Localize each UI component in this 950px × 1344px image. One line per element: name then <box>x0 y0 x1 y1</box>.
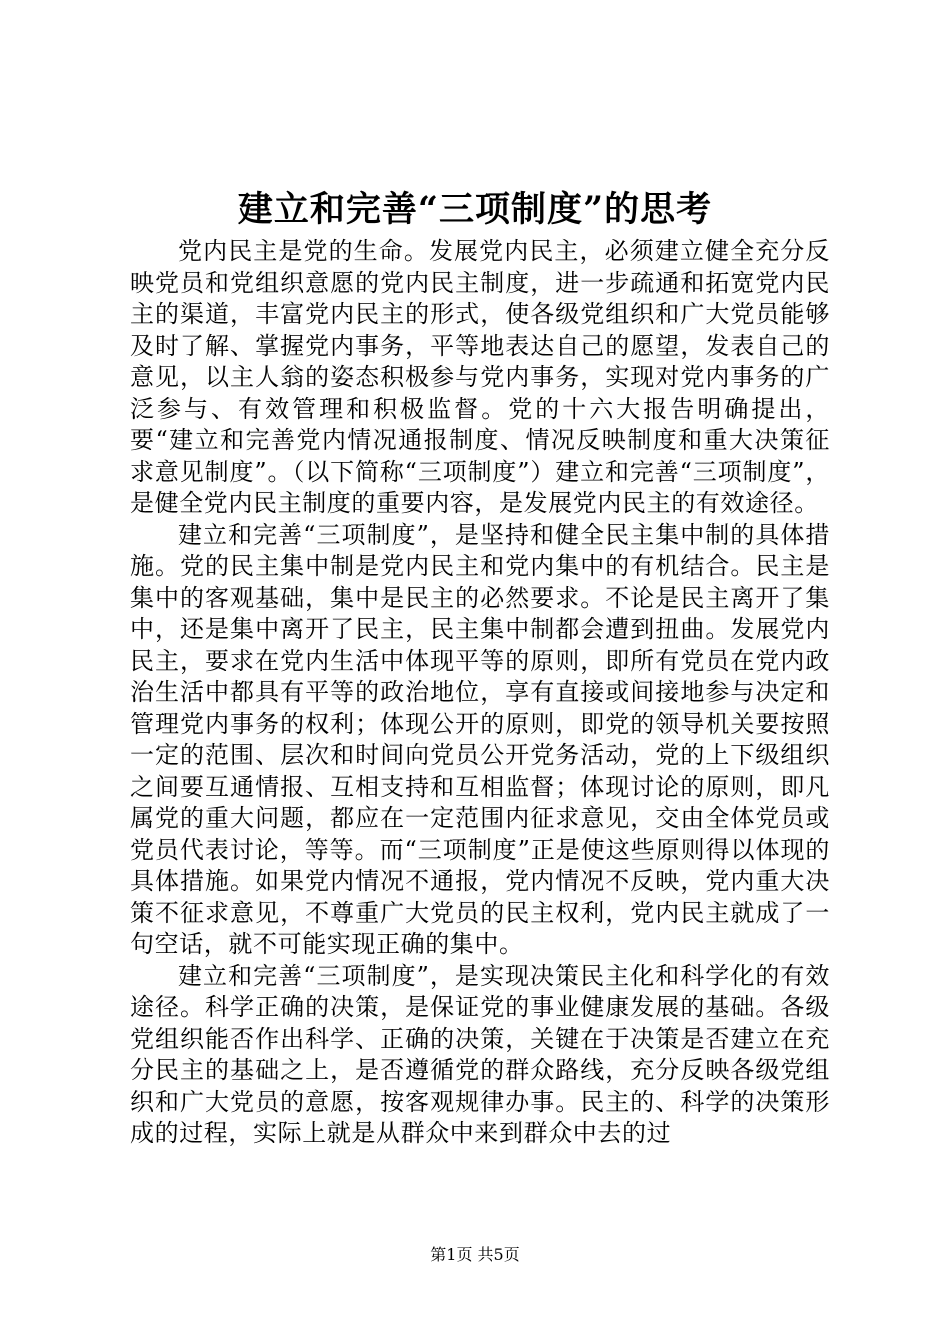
page-title: 建立和完善“三项制度”的思考 <box>237 189 713 230</box>
paragraph-2: 建立和完善“三项制度”，是坚持和健全民主集中制的具体措施。党的民主集中制是党内民主和党内集中的有机结合。民主是集中的客观基础，集中是民主的必然要求。不论是民主离开了集中，还是集中离开了民主，民主集中制都会遭到扭曲。发展党内民主，要求在党内生活中体现平等的原则，即所有党员在党内政治生活中都具有平等的政治地位，享有直接或间接地参与决定和管理党内事务的权利；体现公开的原则，即党的领导机关要按照一定的范围、层次和时间向党员公开党务活动，党的上下级组织之间要互通情报、互相支持和互相监督；体现讨论的原则，即凡属党的重大问题，都应在一定范围内征求意见，交由全体党员或党员代表讨论，等等。而“三项制度”正是使这些原则得以体现的具体措施。如果党内情况不通报，党内情况不反映，党内重大决策不征求意见，不尊重广大党员的民主权利，党内民主就成了一句空话，就不可能实现正确的集中。 <box>130 520 830 958</box>
page-footer: 第1页 共5页 <box>430 1245 520 1264</box>
paragraph-1: 党内民主是党的生命。发展党内民主，必须建立健全充分反映党员和党组织意愿的党内民主制度，进一步疏通和拓宽党内民主的渠道，丰富党内民主的形式，使各级党组织和广大党员能够及时了解、掌握党内事务，平等地表达自己的愿望，发表自己的意见，以主人翁的姿态积极参与党内事务，实现对党内事务的广泛参与、有效管理和积极监督。党的十六大报告明确提出，要“建立和完善党内情况通报制度、情况反映制度和重大决策征求意见制度”。（以下简称“三项制度”）建立和完善“三项制度”，是健全党内民主制度的重要内容，是发展党内民主的有效途径。 <box>130 237 830 517</box>
document-body <box>130 236 830 1150</box>
paragraph-3: 建立和完善“三项制度”，是实现决策民主化和科学化的有效途径。科学正确的决策，是保证党的事业健康发展的基础。各级党组织能否作出科学、正确的决策，关键在于决策是否建立在充分民主的基础之上，是否遵循党的群众路线，充分反映各级党组织和广大党员的意愿，按客观规律办事。民主的、科学的决策形成的过程，实际上就是从群众中来到群众中去的过 <box>130 961 830 1147</box>
